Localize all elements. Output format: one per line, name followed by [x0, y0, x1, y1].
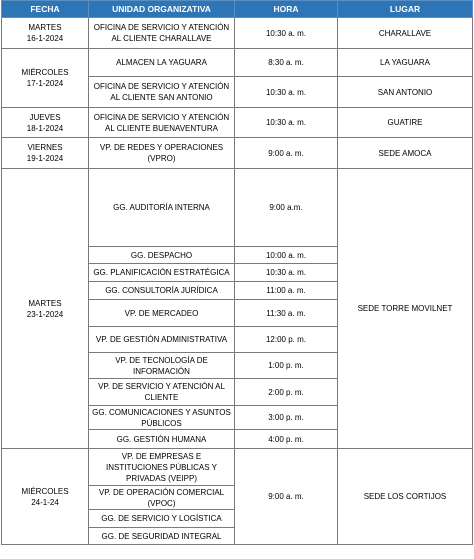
fecha-cell: JUEVES 18-1-2024	[2, 108, 89, 138]
hora-cell: 1:00 p. m.	[235, 353, 338, 379]
unidad-cell: ALMACEN LA YAGUARA	[89, 49, 235, 77]
unidad-cell: VP. DE REDES Y OPERACIONES (VPRO)	[89, 138, 235, 169]
unidad-cell: VP. DE GESTIÓN ADMINISTRATIVA	[89, 327, 235, 353]
hora-cell: 3:00 p. m.	[235, 406, 338, 430]
table-row	[2, 449, 473, 486]
hora-cell: 10:30 a. m.	[235, 18, 338, 49]
unidad-cell: OFICINA DE SERVICIO Y ATENCIÓN AL CLIENTE BUENAVENTURA	[89, 108, 235, 138]
hora-cell: 12:00 p. m.	[235, 327, 338, 353]
header-hora: HORA	[235, 1, 338, 18]
unidad-cell: VP. DE OPERACIÓN COMERCIAL (VPOC)	[89, 486, 235, 510]
fecha-cell: MARTES 23-1-2024	[2, 169, 89, 449]
fecha-cell: VIERNES 19-1-2024	[2, 138, 89, 169]
lugar-cell: SAN ANTONIO	[338, 77, 473, 108]
header-unidad: UNIDAD ORGANIZATIVA	[89, 1, 235, 18]
lugar-cell: SEDE AMOCA	[338, 138, 473, 169]
fecha-cell: MARTES 16-1-2024	[2, 18, 89, 49]
unidad-cell: VP. DE SERVICIO Y ATENCIÓN AL CLIENTE	[89, 379, 235, 406]
lugar-cell: SEDE LOS CORTIJOS	[338, 449, 473, 545]
unidad-cell: GG. CONSULTORÍA JURÍDICA	[89, 282, 235, 300]
hora-cell: 9:00 a. m.	[235, 138, 338, 169]
hora-cell: 11:30 a. m.	[235, 300, 338, 327]
lugar-cell: GUATIRE	[338, 108, 473, 138]
unidad-cell: VP. DE EMPRESAS E INSTITUCIONES PÚBLICAS Y PRIVADAS (VEIPP)	[89, 449, 235, 486]
table-row	[2, 108, 473, 138]
lugar-cell: SEDE TORRE MOVILNET	[338, 169, 473, 449]
unidad-cell: GG. DE SERVICIO Y LOGÍSTICA	[89, 510, 235, 528]
table-row	[2, 169, 473, 247]
schedule-table	[1, 0, 473, 545]
header-fecha: FECHA	[2, 1, 89, 18]
unidad-cell: GG. DE SEGURIDAD INTEGRAL	[89, 528, 235, 545]
hora-cell: 9:00 a. m.	[235, 449, 338, 545]
unidad-cell: GG. COMUNICACIONES Y ASUNTOS PÚBLICOS	[89, 406, 235, 430]
hora-cell: 11:00 a. m.	[235, 282, 338, 300]
header-lugar: LUGAR	[338, 1, 473, 18]
unidad-cell: VP. DE TECNOLOGÍA DE INFORMACIÓN	[89, 353, 235, 379]
hora-cell: 10:30 a. m.	[235, 77, 338, 108]
hora-cell: 10:00 a. m.	[235, 247, 338, 264]
header-row	[2, 1, 473, 18]
unidad-cell: OFICINA DE SERVICIO Y ATENCIÓN AL CLIENTE SAN ANTONIO	[89, 77, 235, 108]
fecha-cell: MIÉRCOLES 24-1-24	[2, 449, 89, 545]
lugar-cell: LA YAGUARA	[338, 49, 473, 77]
hora-cell: 9:00 a.m.	[235, 169, 338, 247]
hora-cell: 8:30 a. m.	[235, 49, 338, 77]
hora-cell: 4:00 p. m.	[235, 430, 338, 449]
table-row	[2, 49, 473, 77]
table-row	[2, 138, 473, 169]
hora-cell: 10:30 a. m.	[235, 264, 338, 282]
unidad-cell: VP. DE MERCADEO	[89, 300, 235, 327]
table-row	[2, 18, 473, 49]
unidad-cell: GG. PLANIFICACIÓN ESTRATÉGICA	[89, 264, 235, 282]
lugar-cell: CHARALLAVE	[338, 18, 473, 49]
hora-cell: 2:00 p. m.	[235, 379, 338, 406]
unidad-cell: GG. DESPACHO	[89, 247, 235, 264]
unidad-cell: OFICINA DE SERVICIO Y ATENCIÓN AL CLIENTE CHARALLAVE	[89, 18, 235, 49]
fecha-cell: MIÉRCOLES 17-1-2024	[2, 49, 89, 108]
hora-cell: 10:30 a. m.	[235, 108, 338, 138]
unidad-cell: GG. GESTIÓN HUMANA	[89, 430, 235, 449]
unidad-cell: GG. AUDITORÍA INTERNA	[89, 169, 235, 247]
